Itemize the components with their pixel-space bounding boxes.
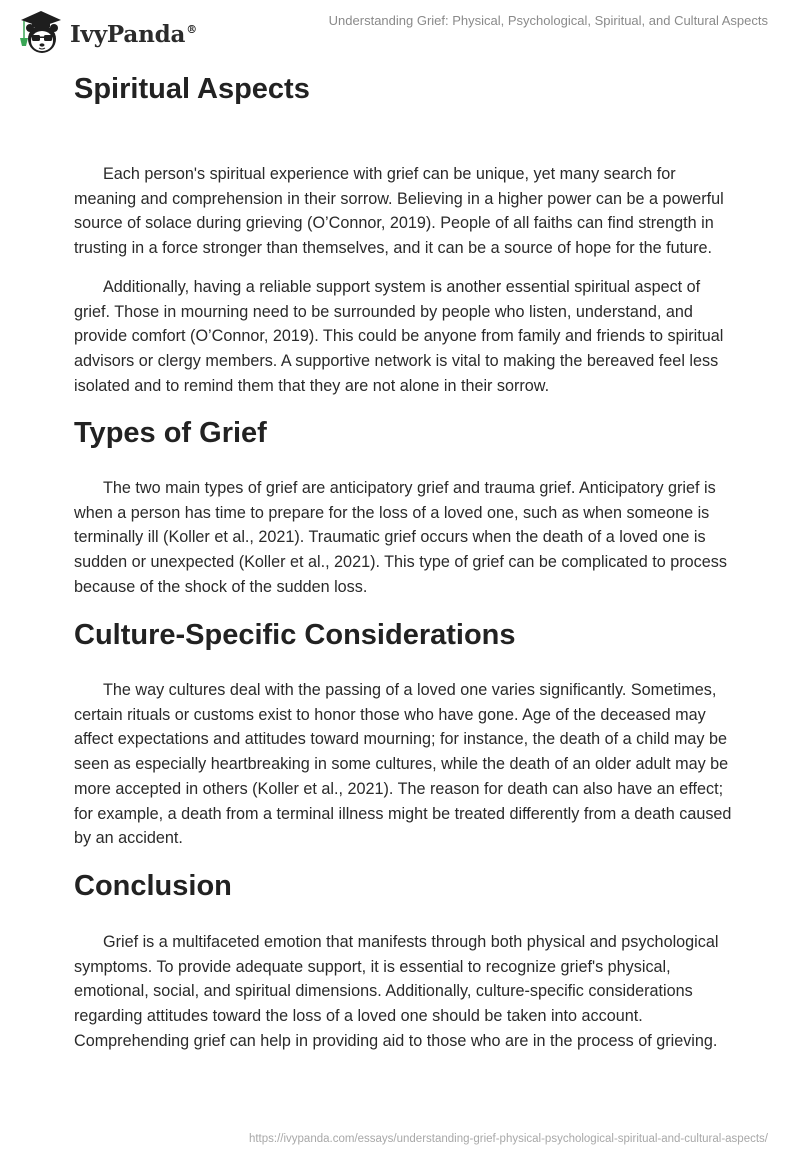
paragraph: Each person's spiritual experience with grief can be unique, yet many search for meaning and comprehension in their sorrow. Believing in a higher power can be a powerful source of solace during grieving (O’Connor, 2019). People of all faiths can find strength in trusting in a force stronger than themselves, and it can be a source of hope for the future.: [74, 165, 724, 258]
document-title: Understanding Grief: Physical, Psychological, Spiritual, and Cultural Aspects: [328, 13, 768, 28]
paragraph: Additionally, having a reliable support system is another essential spiritual aspect of grief. Those in mourning need to be surrounded by people who listen, understand, and provide comfort (O’Connor, 2019). This could be anyone from family and friends to spiritual advisors or clergy members. A supportive network is vital to making the bereaved feel less isolated and to remind them that they are not alone in their sorrow.: [74, 278, 724, 395]
source-url-link[interactable]: https://ivypanda.com/essays/understanding-grief-physical-psychological-spiritual-and-cultural-aspects/: [248, 1133, 768, 1145]
paragraph: The way cultures deal with the passing of a loved one varies significantly. Sometimes, certain rituals or customs exist to honor those who have gone. Age of the deceased may affect expectations and attitudes toward mourning; for instance, the death of a child may be seen as especially heartbreaking in some cultures, while the death of an older adult may be more accepted in others (Koller et al., 2021). The reason for death can also have an effect; for example, a death from a terminal illness might be treated differently from a death caused by an accident.: [74, 681, 732, 848]
panda-graduate-icon: [18, 8, 64, 56]
registered-mark: ®: [186, 22, 197, 36]
section-heading-culture-specific: Culture-Specific Considerations: [74, 619, 516, 651]
section-heading-types-of-grief: Types of Grief: [74, 417, 267, 449]
paragraph: Grief is a multifaceted emotion that manifests through both physical and psychological symptoms. To provide adequate support, it is essential to recognize grief's physical, emotional, social, and spiritual dimensions. Additionally, culture-specific considerations regarding attitudes toward the loss of a loved one should be taken into account. Comprehending grief can help in providing aid to those who are in the process of grieving.: [74, 933, 719, 1050]
page-header: [0, 0, 800, 60]
ivypanda-logo[interactable]: [18, 8, 197, 56]
section-heading-conclusion: Conclusion: [74, 870, 232, 902]
logo-wordmark: IvyPanda®: [70, 20, 197, 48]
section-heading-spiritual-aspects: Spiritual Aspects: [74, 73, 310, 105]
paragraph: The two main types of grief are anticipatory grief and trauma grief. Anticipatory grief is when a person has time to prepare for the loss of a loved one, such as when someone is terminally ill (Koller et al., 2021). Traumatic grief occurs when the death of a loved one is sudden or unexpected (Koller et al., 2021). This type of grief can be complicated to process because of the shock of the sudden loss.: [74, 479, 727, 596]
